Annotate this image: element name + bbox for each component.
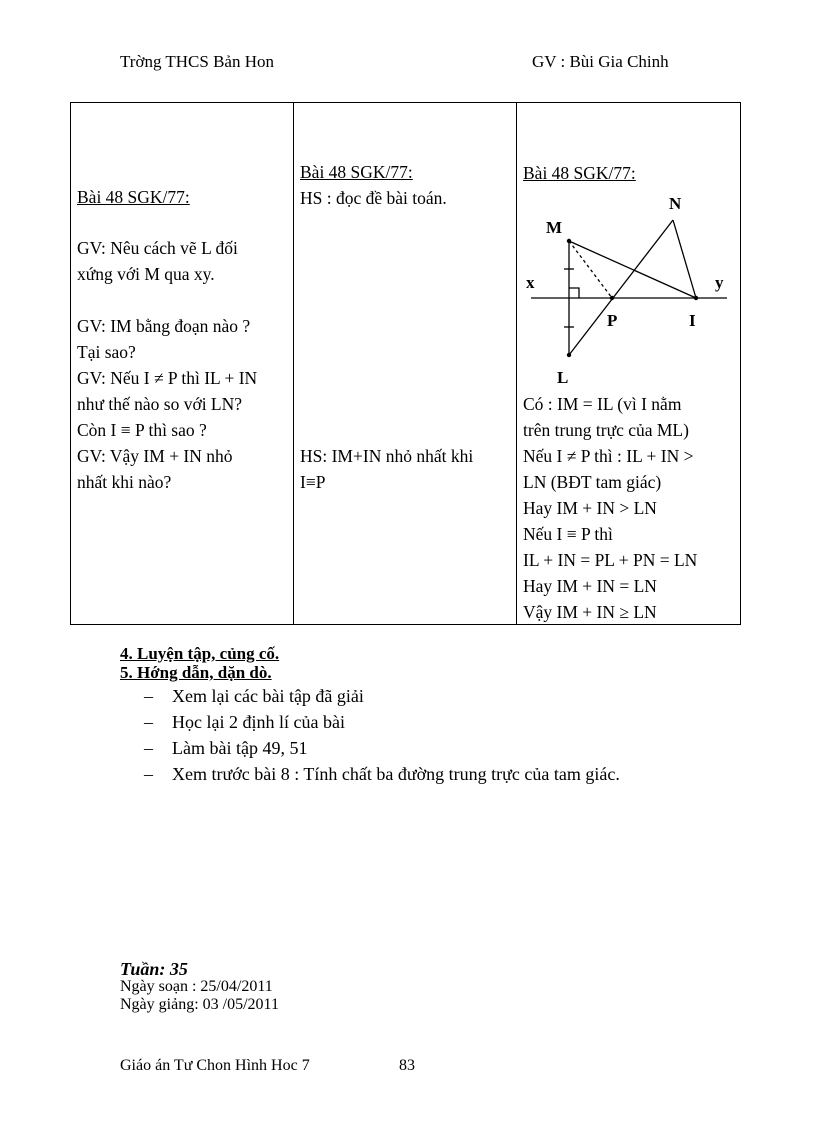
- point-i: [694, 296, 698, 300]
- page-number: 83: [399, 1057, 415, 1074]
- segment-ni: [673, 220, 696, 298]
- section-5-heading: 5. Hớng dẫn, dặn dò.: [120, 663, 272, 682]
- geometry-figure: [523, 183, 738, 383]
- footer-title: Giáo án Tư Chon Hình Hoc 7: [120, 1057, 310, 1074]
- col2-line: HS : đọc đề bài toán.: [300, 188, 447, 208]
- col3-line: Hay IM + IN > LN: [523, 498, 657, 518]
- col2-line: I≡P: [300, 472, 326, 492]
- segment-mp: [569, 241, 612, 298]
- week-title: Tuần: 35: [120, 959, 188, 979]
- exercise-title-col3: Bài 48 SGK/77:: [523, 163, 636, 183]
- col1-line: Còn I ≡ P thì sao ?: [77, 420, 207, 440]
- label-l: L: [557, 368, 569, 383]
- label-p: P: [607, 311, 618, 330]
- col3-line: LN (BĐT tam giác): [523, 472, 662, 492]
- homework-item: [144, 683, 364, 709]
- homework-item: [144, 709, 345, 735]
- content-column: [517, 103, 741, 625]
- segment-mi: [569, 241, 696, 298]
- col1-line: Tại sao?: [77, 342, 136, 362]
- point-p: [610, 296, 614, 300]
- teacher-column: [71, 103, 294, 625]
- homework-item-text: Học lại 2 định lí của bài: [172, 712, 345, 732]
- col1-line: xứng với M qua xy.: [77, 264, 215, 284]
- exercise-title-col2: Bài 48 SGK/77:: [300, 162, 413, 182]
- col3-line: Vậy IM + IN ≥ LN: [523, 602, 657, 622]
- lesson-table: [70, 102, 741, 625]
- col1-line: như thế nào so với LN?: [77, 394, 243, 414]
- homework-item-text: Làm bài tập 49, 51: [172, 738, 308, 758]
- list-dash: –: [144, 738, 153, 758]
- school-name: Trờng THCS Bản Hon: [120, 52, 274, 71]
- col3-line: Nếu I ≡ P thì: [523, 524, 613, 544]
- label-i: I: [689, 311, 696, 330]
- list-dash: –: [144, 686, 153, 706]
- exercise-title-col1: Bài 48 SGK/77:: [77, 187, 190, 207]
- point-m: [567, 239, 571, 243]
- col3-line: Có : IM = IL (vì I nằm: [523, 394, 682, 414]
- homework-item-text: Xem trước bài 8 : Tính chất ba đường trung trực của tam giác.: [172, 764, 620, 784]
- homework-item-text: Xem lại các bài tập đã giải: [172, 686, 364, 706]
- label-y: y: [715, 273, 724, 292]
- col1-line: GV: Vậy IM + IN nhỏ: [77, 446, 233, 466]
- list-dash: –: [144, 712, 153, 732]
- segment-ln: [569, 220, 673, 355]
- col1-line: nhất khi nào?: [77, 472, 172, 492]
- col3-line: Nếu I ≠ P thì : IL + IN >: [523, 446, 694, 466]
- col3-line: trên trung trực của ML): [523, 420, 689, 440]
- list-dash: –: [144, 764, 153, 784]
- student-column: [294, 103, 517, 625]
- label-n: N: [669, 194, 682, 213]
- taught-date: Ngày giảng: 03 /05/2011: [120, 996, 279, 1013]
- section-4-heading: 4. Luyện tập, củng cố.: [120, 644, 280, 663]
- label-m: M: [546, 218, 563, 237]
- right-angle-mark: [569, 288, 579, 298]
- col3-line: Hay IM + IN = LN: [523, 576, 657, 596]
- col2-line: HS: IM+IN nhỏ nhất khi: [300, 446, 474, 466]
- col1-line: GV: Nêu cách vẽ L đối: [77, 238, 238, 258]
- homework-item: [144, 735, 307, 761]
- point-l: [567, 353, 571, 357]
- teacher-name: GV : Bùi Gia Chinh: [532, 52, 669, 71]
- col1-line: GV: Nếu I ≠ P thì IL + IN: [77, 368, 258, 388]
- prepared-date: Ngày soạn : 25/04/2011: [120, 978, 273, 995]
- col3-line: IL + IN = PL + PN = LN: [523, 550, 698, 570]
- col1-line: GV: IM bằng đoạn nào ?: [77, 316, 251, 336]
- label-x: x: [526, 273, 535, 292]
- homework-item: [144, 761, 620, 787]
